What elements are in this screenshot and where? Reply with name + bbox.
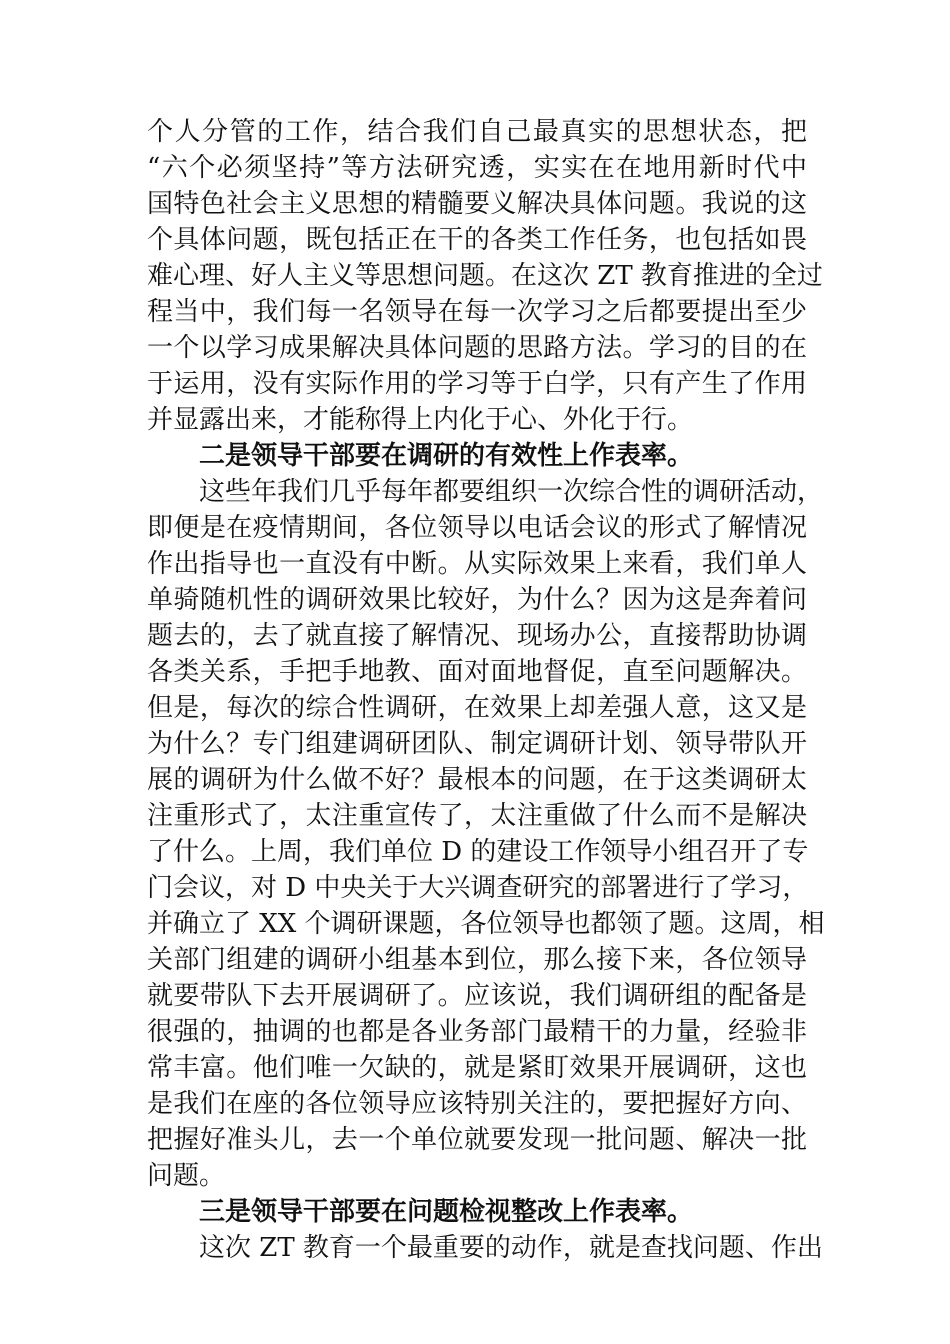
text-line: 于运用，没有实际作用的学习等于白学，只有产生了作用 bbox=[147, 369, 807, 399]
text-line: 门会议，对 D 中央关于大兴调查研究的部署进行了学习， bbox=[147, 873, 809, 903]
text-line: 但是，每次的综合性调研，在效果上却差强人意，这又是 bbox=[147, 693, 807, 723]
document-body bbox=[147, 114, 825, 1266]
text-line: 一个以学习成果解决具体问题的思路方法。学习的目的在 bbox=[147, 333, 807, 363]
paragraph-first-line: 这次 ZT 教育一个最重要的动作，就是查找问题、作出 bbox=[199, 1233, 823, 1263]
text-line: 关部门组建的调研小组基本到位，那么接下来，各位领导 bbox=[147, 945, 807, 975]
text-line: 并确立了 XX 个调研课题，各位领导也都领了题。这周，相 bbox=[147, 909, 825, 939]
section-heading-2: 二是领导干部要在调研的有效性上作表率。 bbox=[199, 441, 694, 471]
text-line: 各类关系，手把手地教、面对面地督促，直至问题解决。 bbox=[147, 657, 807, 687]
paragraph-first-line: 这些年我们几乎每年都要组织一次综合性的调研活动， bbox=[199, 477, 824, 507]
paragraph-end-line: 并显露出来，才能称得上内化于心、外化于行。 bbox=[147, 405, 694, 435]
text-line: 单骑随机性的调研效果比较好，为什么？因为这是奔着问 bbox=[147, 585, 807, 615]
text-line: 展的调研为什么做不好？最根本的问题，在于这类调研太 bbox=[147, 765, 807, 795]
text-line: 是我们在座的各位领导应该特别关注的，要把握好方向、 bbox=[147, 1089, 807, 1119]
text-line: 即便是在疫情期间，各位领导以电话会议的形式了解情况 bbox=[147, 513, 807, 543]
text-line: 题去的，去了就直接了解情况、现场办公，直接帮助协调 bbox=[147, 621, 807, 651]
text-line: 常丰富。他们唯一欠缺的，就是紧盯效果开展调研，这也 bbox=[147, 1053, 807, 1083]
text-line: “六个必须坚持”等方法研究透，实实在在地用新时代中 bbox=[147, 153, 807, 183]
text-line: 难心理、好人主义等思想问题。在这次 ZT 教育推进的全过 bbox=[147, 261, 823, 291]
text-line: 把握好准头儿，去一个单位就要发现一批问题、解决一批 bbox=[147, 1125, 807, 1155]
text-line: 个人分管的工作，结合我们自己最真实的思想状态，把 bbox=[147, 117, 807, 147]
text-line: 程当中，我们每一名领导在每一次学习之后都要提出至少 bbox=[147, 297, 807, 327]
text-line: 注重形式了，太注重宣传了，太注重做了什么而不是解决 bbox=[147, 801, 807, 831]
paragraph-end-line: 问题。 bbox=[147, 1161, 226, 1191]
section-heading-3: 三是领导干部要在问题检视整改上作表率。 bbox=[199, 1197, 694, 1227]
text-line: 作出指导也一直没有中断。从实际效果上来看，我们单人 bbox=[147, 549, 807, 579]
text-line: 就要带队下去开展调研了。应该说，我们调研组的配备是 bbox=[147, 981, 807, 1011]
text-line: 个具体问题，既包括正在干的各类工作任务，也包括如畏 bbox=[147, 225, 807, 255]
text-line: 为什么？专门组建调研团队、制定调研计划、领导带队开 bbox=[147, 729, 807, 759]
text-line: 了什么。上周，我们单位 D 的建设工作领导小组召开了专 bbox=[147, 837, 809, 867]
text-line: 国特色社会主义思想的精髓要义解决具体问题。我说的这 bbox=[147, 189, 807, 219]
text-line: 很强的，抽调的也都是各业务部门最精干的力量，经验非 bbox=[147, 1017, 807, 1047]
